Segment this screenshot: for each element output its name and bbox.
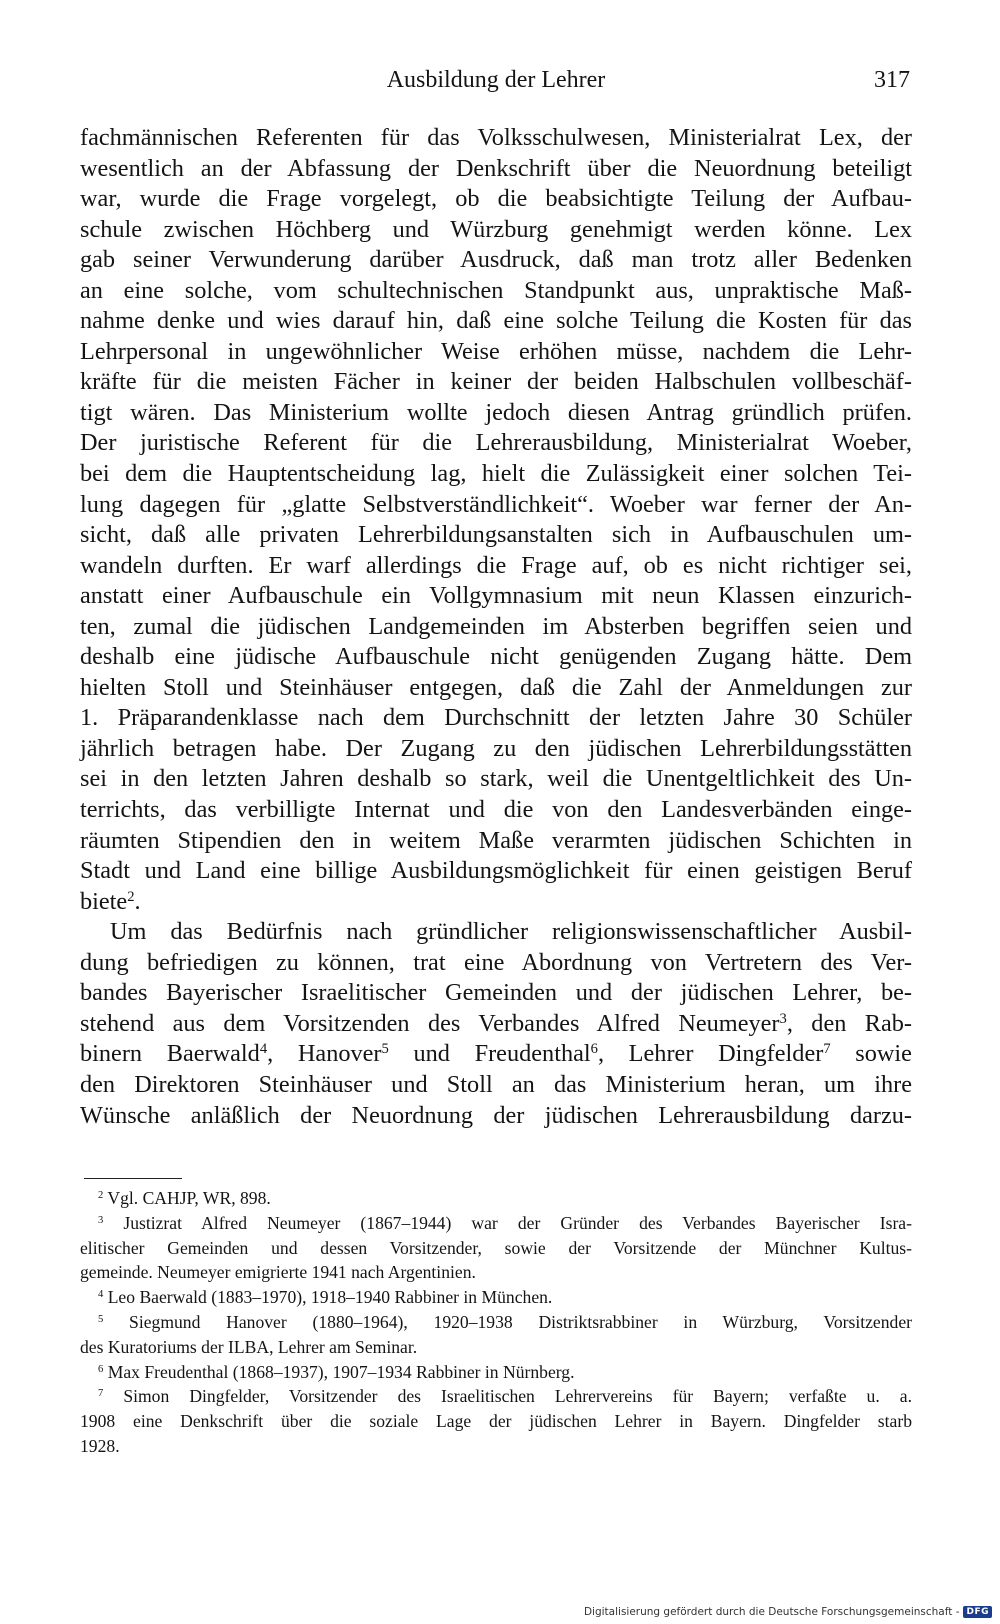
text-run: sowie [830,1040,912,1068]
text-line [80,1009,912,1040]
text-line: war, wurde die Frage vorgelegt, ob die beabsichtigte Teilung der Aufbau- [80,185,912,213]
text-line: Stadt und Land eine billige Ausbildungsmöglichkeit für einen geistigen Beruf [80,857,912,885]
text-line: bei dem die Hauptentscheidung lag, hielt die Zulässigkeit einer solchen Tei- [80,460,912,488]
text-line: Wünsche anläßlich der Neuordnung der jüdischen Lehrerausbildung darzu- [80,1101,912,1129]
page-number: 317 [874,67,910,93]
text-line: anstatt einer Aufbauschule ein Vollgymnasium mit neun Klassen einzurich- [80,582,912,610]
footnote-text: Simon Dingfelder, Vorsitzender des Israelitischen Lehrervereins für Bayern; verfaßte u. a. [123,1386,912,1407]
text-line: tigt wären. Das Ministerium wollte jedoch diesen Antrag gründlich prüfen. [80,398,912,426]
text-line: Lehrpersonal in ungewöhnlicher Weise erhöhen müsse, nachdem die Lehr- [80,337,912,365]
footnote-text: Justizrat Alfred Neumeyer (1867–1944) war der Gründer des Verbandes Bayerischer Isra- [123,1212,912,1233]
main-text [80,123,912,1131]
running-head [80,62,912,98]
footnote-mark: 7 [98,1388,104,1400]
text-line: gab seiner Verwunderung darüber Ausdruck, daß man trotz aller Bedenken [80,246,912,274]
text-line: Um das Bedürfnis nach gründlicher religionswissenschaftlicher Ausbil- [110,918,912,946]
footnote-5 [80,1310,912,1335]
footnote-7-cont: 1908 eine Denkschrift über die soziale Lage der jüdischen Lehrer in Bayern. Dingfelder starb [80,1411,912,1432]
running-title: Ausbildung der Lehrer [386,67,606,93]
footnote-text: Max Freudenthal (1868–1937), 1907–1934 Rabbiner in Nürnberg. [107,1361,575,1382]
footnote-2 [80,1186,912,1211]
footnote-ref: 5 [381,1041,389,1058]
text-line: bandes Bayerischer Israelitischer Gemeinden und der jüdischen Lehrer, be- [80,979,912,1007]
text-line: dung befriedigen zu können, trat eine Abordnung von Vertretern des Ver- [80,948,912,976]
text-line [80,887,912,918]
footnote-mark: 3 [98,1215,104,1226]
footnote-ref: 2 [127,888,135,905]
text-line: hielten Stoll und Steinhäuser entgegen, daß die Zahl der Anmeldungen zur [80,673,912,701]
text-run: , den Rab- [786,1009,912,1037]
text-line: sei in den letzten Jahren deshalb so stark, weil die Unentgeltlichkeit des Un- [80,765,912,793]
footnote-3-cont: gemeinde. Neumeyer emigrierte 1941 nach Argentinien. [80,1262,476,1283]
text-line: den Direktoren Steinhäuser und Stoll an das Ministerium heran, um ihre [80,1070,912,1098]
digitization-credit [584,1604,992,1620]
text-line: jährlich betragen habe. Der Zugang zu den jüdischen Lehrerbildungsstätten [80,734,912,762]
text-line: wesentlich an der Abfassung der Denkschrift über die Neuordnung beteiligt [80,154,912,182]
text-run: binern Baerwald [80,1040,260,1068]
text-line: lung dagegen für „glatte Selbstverständlichkeit“. Woeber war ferner der An- [80,490,912,518]
text-line: wandeln durften. Er warf allerdings die Frage auf, ob es nicht richtiger sei, [80,551,912,579]
text-run: . [134,887,141,915]
text-line: fachmännischen Referenten für das Volksschulwesen, Ministerialrat Lex, der [80,124,912,151]
text-line: terrichts, das verbilligte Internat und die von den Landesverbänden einge- [80,796,912,824]
footnote-ref: 3 [779,1010,787,1027]
footnote-3-cont: elitischer Gemeinden und dessen Vorsitzender, sowie der Vorsitzende der Münchner Kultus- [80,1237,912,1258]
text-run: stehend aus dem Vorsitzenden des Verbandes Alfred Neumeyer [80,1009,780,1037]
text-run: biete [80,887,128,915]
text-line: deshalb eine jüdische Aufbauschule nicht genügenden Zugang hätte. Dem [80,643,912,671]
text-line [80,1039,912,1070]
footnote-mark: 6 [98,1363,104,1375]
text-line: ten, zumal die jüdischen Landgemeinden im Absterben begriffen seien und [80,612,912,640]
footnote-3 [80,1211,912,1236]
footnote-ref: 4 [259,1041,268,1058]
text-line: an eine solche, vom schultechnischen Standpunkt aus, unpraktische Maß- [80,276,912,304]
footnote-6 [80,1360,912,1385]
footnote-ref: 6 [590,1041,598,1058]
footnote-4 [80,1285,912,1310]
text-run: und Freudenthal [388,1040,591,1068]
text-run: , Lehrer Dingfelder [597,1040,824,1068]
text-line: schule zwischen Höchberg und Würzburg genehmigt werden könne. Lex [80,215,912,243]
footnote-5-cont: des Kuratoriums der ILBA, Lehrer am Seminar. [80,1336,418,1357]
footnote-rule [84,1178,182,1179]
footnote-text: Leo Baerwald (1883–1970), 1918–1940 Rabbiner in München. [107,1287,553,1308]
footnote-text: Vgl. CAHJP, WR, 898. [107,1188,271,1208]
footnote-mark: 2 [98,1190,104,1202]
text-line: 1. Präparandenklasse nach dem Durchschnitt der letzten Jahre 30 Schüler [80,704,912,732]
footnote-7-cont: 1928. [80,1435,120,1456]
footnote-ref: 7 [823,1041,831,1058]
text-run: , Hanover [267,1040,382,1068]
footnotes [80,1186,912,1459]
text-line: kräfte für die meisten Fächer in keiner der beiden Halbschulen vollbeschäf- [80,368,912,396]
footnote-text: Siegmund Hanover (1880–1964), 1920–1938 Distriktsrabbiner in Würzburg, Vorsitzender [129,1311,912,1332]
dfg-logo: DFG [963,1606,992,1618]
text-line: Der juristische Referent für die Lehrerausbildung, Ministerialrat Woeber, [80,429,912,457]
text-line: nahme denke und wies darauf hin, daß eine solche Teilung die Kosten für das [80,307,912,335]
footnote-mark: 4 [98,1289,104,1301]
text-line: räumten Stipendien den in weitem Maße verarmten jüdischen Schichten in [80,826,912,854]
credit-text: Digitalisierung gefördert durch die Deutsche Forschungsgemeinschaft - [583,1606,960,1618]
text-line: sicht, daß alle privaten Lehrerbildungsanstalten sich in Aufbauschulen um- [80,521,912,549]
footnote-mark: 5 [98,1314,104,1326]
footnote-7 [80,1384,912,1409]
